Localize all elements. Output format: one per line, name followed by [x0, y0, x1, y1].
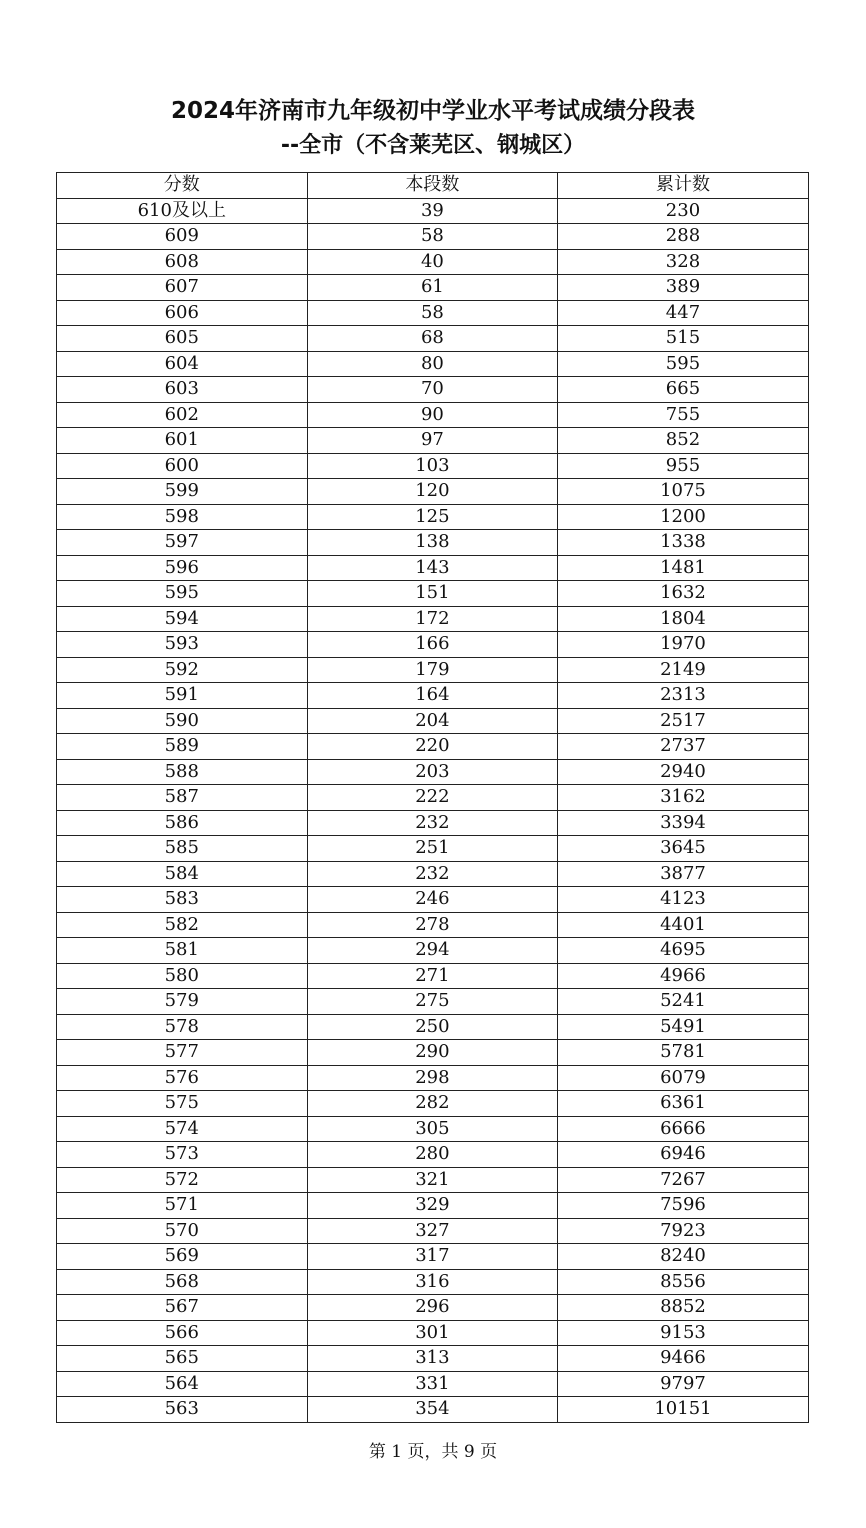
table-row — [57, 428, 809, 454]
cell-score: 600 — [57, 453, 308, 479]
cell-score: 572 — [57, 1167, 308, 1193]
cell-score: 575 — [57, 1091, 308, 1117]
cell-segment-count: 294 — [307, 938, 558, 964]
cell-segment-count: 250 — [307, 1014, 558, 1040]
cell-score: 603 — [57, 377, 308, 403]
table-row — [57, 351, 809, 377]
cell-cumulative-count: 10151 — [558, 1397, 809, 1423]
cell-segment-count: 305 — [307, 1116, 558, 1142]
cell-segment-count: 275 — [307, 989, 558, 1015]
cell-score: 566 — [57, 1320, 308, 1346]
cell-segment-count: 97 — [307, 428, 558, 454]
cell-score: 577 — [57, 1040, 308, 1066]
cell-cumulative-count: 8556 — [558, 1269, 809, 1295]
cell-cumulative-count: 595 — [558, 351, 809, 377]
table-row — [57, 759, 809, 785]
table-row — [57, 1371, 809, 1397]
cell-score: 573 — [57, 1142, 308, 1168]
cell-cumulative-count: 3394 — [558, 810, 809, 836]
cell-cumulative-count: 1338 — [558, 530, 809, 556]
cell-segment-count: 331 — [307, 1371, 558, 1397]
cell-cumulative-count: 515 — [558, 326, 809, 352]
cell-segment-count: 120 — [307, 479, 558, 505]
cell-segment-count: 278 — [307, 912, 558, 938]
header-cumulative-count: 累计数 — [558, 173, 809, 199]
cell-cumulative-count: 3877 — [558, 861, 809, 887]
cell-segment-count: 298 — [307, 1065, 558, 1091]
table-row — [57, 1116, 809, 1142]
cell-score: 576 — [57, 1065, 308, 1091]
cell-segment-count: 317 — [307, 1244, 558, 1270]
table-row — [57, 708, 809, 734]
cell-cumulative-count: 7596 — [558, 1193, 809, 1219]
table-row — [57, 1065, 809, 1091]
table-row — [57, 912, 809, 938]
cell-score: 589 — [57, 734, 308, 760]
cell-segment-count: 354 — [307, 1397, 558, 1423]
cell-score: 596 — [57, 555, 308, 581]
cell-cumulative-count: 2737 — [558, 734, 809, 760]
cell-score: 581 — [57, 938, 308, 964]
cell-segment-count: 251 — [307, 836, 558, 862]
cell-cumulative-count: 3645 — [558, 836, 809, 862]
cell-segment-count: 313 — [307, 1346, 558, 1372]
cell-cumulative-count: 328 — [558, 249, 809, 275]
table-row — [57, 1040, 809, 1066]
table-row — [57, 555, 809, 581]
table-row — [57, 1218, 809, 1244]
table-row — [57, 1346, 809, 1372]
table-row — [57, 275, 809, 301]
cell-score: 593 — [57, 632, 308, 658]
cell-cumulative-count: 8240 — [558, 1244, 809, 1270]
cell-segment-count: 316 — [307, 1269, 558, 1295]
cell-segment-count: 222 — [307, 785, 558, 811]
cell-segment-count: 282 — [307, 1091, 558, 1117]
cell-score: 569 — [57, 1244, 308, 1270]
page-title: 2024年济南市九年级初中学业水平考试成绩分段表 — [170, 98, 695, 124]
cell-cumulative-count: 7267 — [558, 1167, 809, 1193]
cell-cumulative-count: 755 — [558, 402, 809, 428]
table-row — [57, 632, 809, 658]
cell-score: 591 — [57, 683, 308, 709]
cell-score: 583 — [57, 887, 308, 913]
cell-cumulative-count: 2517 — [558, 708, 809, 734]
cell-score: 582 — [57, 912, 308, 938]
table-body — [57, 198, 809, 1422]
table-row — [57, 1167, 809, 1193]
cell-score: 590 — [57, 708, 308, 734]
table-row — [57, 326, 809, 352]
cell-score: 585 — [57, 836, 308, 862]
cell-segment-count: 143 — [307, 555, 558, 581]
cell-score: 607 — [57, 275, 308, 301]
cell-score: 592 — [57, 657, 308, 683]
cell-segment-count: 232 — [307, 810, 558, 836]
table-row — [57, 606, 809, 632]
cell-cumulative-count: 9797 — [558, 1371, 809, 1397]
table-row — [57, 1244, 809, 1270]
table-row — [57, 377, 809, 403]
cell-score: 605 — [57, 326, 308, 352]
cell-segment-count: 58 — [307, 224, 558, 250]
cell-cumulative-count: 6361 — [558, 1091, 809, 1117]
cell-segment-count: 329 — [307, 1193, 558, 1219]
cell-score: 604 — [57, 351, 308, 377]
cell-cumulative-count: 4401 — [558, 912, 809, 938]
cell-cumulative-count: 447 — [558, 300, 809, 326]
cell-cumulative-count: 5491 — [558, 1014, 809, 1040]
cell-segment-count: 301 — [307, 1320, 558, 1346]
cell-segment-count: 327 — [307, 1218, 558, 1244]
cell-score: 601 — [57, 428, 308, 454]
cell-score: 574 — [57, 1116, 308, 1142]
table-row — [57, 1269, 809, 1295]
cell-cumulative-count: 4695 — [558, 938, 809, 964]
cell-score: 579 — [57, 989, 308, 1015]
cell-score: 606 — [57, 300, 308, 326]
cell-segment-count: 151 — [307, 581, 558, 607]
cell-segment-count: 271 — [307, 963, 558, 989]
cell-cumulative-count: 1970 — [558, 632, 809, 658]
cell-segment-count: 125 — [307, 504, 558, 530]
table-row — [57, 530, 809, 556]
score-distribution-table — [56, 172, 809, 1423]
table-row — [57, 1014, 809, 1040]
cell-cumulative-count: 4966 — [558, 963, 809, 989]
cell-cumulative-count: 1481 — [558, 555, 809, 581]
table-row — [57, 479, 809, 505]
cell-score: 568 — [57, 1269, 308, 1295]
cell-score: 586 — [57, 810, 308, 836]
cell-score: 563 — [57, 1397, 308, 1423]
cell-score: 608 — [57, 249, 308, 275]
table-row — [57, 785, 809, 811]
table-row — [57, 657, 809, 683]
table-row — [57, 300, 809, 326]
cell-segment-count: 40 — [307, 249, 558, 275]
cell-cumulative-count: 6946 — [558, 1142, 809, 1168]
cell-cumulative-count: 7923 — [558, 1218, 809, 1244]
cell-cumulative-count: 6079 — [558, 1065, 809, 1091]
cell-cumulative-count: 2313 — [558, 683, 809, 709]
cell-score: 598 — [57, 504, 308, 530]
table-row — [57, 734, 809, 760]
cell-segment-count: 58 — [307, 300, 558, 326]
table-header-row — [57, 173, 809, 199]
cell-cumulative-count: 1632 — [558, 581, 809, 607]
cell-cumulative-count: 4123 — [558, 887, 809, 913]
cell-score: 570 — [57, 1218, 308, 1244]
cell-cumulative-count: 1075 — [558, 479, 809, 505]
table-row — [57, 887, 809, 913]
cell-cumulative-count: 288 — [558, 224, 809, 250]
table-row — [57, 683, 809, 709]
cell-cumulative-count: 852 — [558, 428, 809, 454]
table-row — [57, 1397, 809, 1423]
cell-segment-count: 290 — [307, 1040, 558, 1066]
cell-segment-count: 90 — [307, 402, 558, 428]
table-row — [57, 198, 809, 224]
cell-cumulative-count: 230 — [558, 198, 809, 224]
cell-score: 588 — [57, 759, 308, 785]
cell-segment-count: 172 — [307, 606, 558, 632]
cell-segment-count: 61 — [307, 275, 558, 301]
table-row — [57, 1295, 809, 1321]
table-row — [57, 938, 809, 964]
cell-score: 565 — [57, 1346, 308, 1372]
table-row — [57, 836, 809, 862]
table-row — [57, 224, 809, 250]
table-row — [57, 1142, 809, 1168]
cell-score: 578 — [57, 1014, 308, 1040]
page-footer: 第 1 页，共 9 页 — [368, 1442, 498, 1462]
cell-segment-count: 232 — [307, 861, 558, 887]
cell-score: 594 — [57, 606, 308, 632]
cell-cumulative-count: 3162 — [558, 785, 809, 811]
table-row — [57, 249, 809, 275]
table-row — [57, 1193, 809, 1219]
cell-segment-count: 204 — [307, 708, 558, 734]
cell-cumulative-count: 389 — [558, 275, 809, 301]
cell-segment-count: 179 — [307, 657, 558, 683]
table-row — [57, 1320, 809, 1346]
cell-score: 580 — [57, 963, 308, 989]
cell-score: 599 — [57, 479, 308, 505]
cell-score: 587 — [57, 785, 308, 811]
cell-score: 610及以上 — [57, 198, 308, 224]
cell-segment-count: 321 — [307, 1167, 558, 1193]
cell-segment-count: 103 — [307, 453, 558, 479]
cell-cumulative-count: 1200 — [558, 504, 809, 530]
cell-cumulative-count: 1804 — [558, 606, 809, 632]
table-row — [57, 989, 809, 1015]
cell-segment-count: 280 — [307, 1142, 558, 1168]
table-row — [57, 402, 809, 428]
table-row — [57, 504, 809, 530]
cell-segment-count: 138 — [307, 530, 558, 556]
cell-segment-count: 80 — [307, 351, 558, 377]
page-subtitle: --全市（不含莱芜区、钢城区） — [280, 133, 586, 158]
cell-score: 584 — [57, 861, 308, 887]
table-row — [57, 581, 809, 607]
cell-cumulative-count: 9466 — [558, 1346, 809, 1372]
cell-segment-count: 166 — [307, 632, 558, 658]
cell-segment-count: 203 — [307, 759, 558, 785]
cell-cumulative-count: 5241 — [558, 989, 809, 1015]
cell-score: 597 — [57, 530, 308, 556]
table-row — [57, 1091, 809, 1117]
cell-segment-count: 68 — [307, 326, 558, 352]
cell-cumulative-count: 665 — [558, 377, 809, 403]
header-score: 分数 — [57, 173, 308, 199]
cell-segment-count: 220 — [307, 734, 558, 760]
cell-segment-count: 70 — [307, 377, 558, 403]
cell-cumulative-count: 8852 — [558, 1295, 809, 1321]
cell-cumulative-count: 2149 — [558, 657, 809, 683]
cell-cumulative-count: 6666 — [558, 1116, 809, 1142]
header-segment-count: 本段数 — [307, 173, 558, 199]
table-row — [57, 453, 809, 479]
table-row — [57, 861, 809, 887]
cell-score: 609 — [57, 224, 308, 250]
cell-segment-count: 246 — [307, 887, 558, 913]
cell-score: 564 — [57, 1371, 308, 1397]
cell-score: 571 — [57, 1193, 308, 1219]
cell-score: 567 — [57, 1295, 308, 1321]
cell-cumulative-count: 955 — [558, 453, 809, 479]
cell-score: 595 — [57, 581, 308, 607]
cell-segment-count: 296 — [307, 1295, 558, 1321]
table-row — [57, 810, 809, 836]
cell-segment-count: 164 — [307, 683, 558, 709]
cell-score: 602 — [57, 402, 308, 428]
cell-segment-count: 39 — [307, 198, 558, 224]
cell-cumulative-count: 5781 — [558, 1040, 809, 1066]
cell-cumulative-count: 2940 — [558, 759, 809, 785]
table-row — [57, 963, 809, 989]
cell-cumulative-count: 9153 — [558, 1320, 809, 1346]
